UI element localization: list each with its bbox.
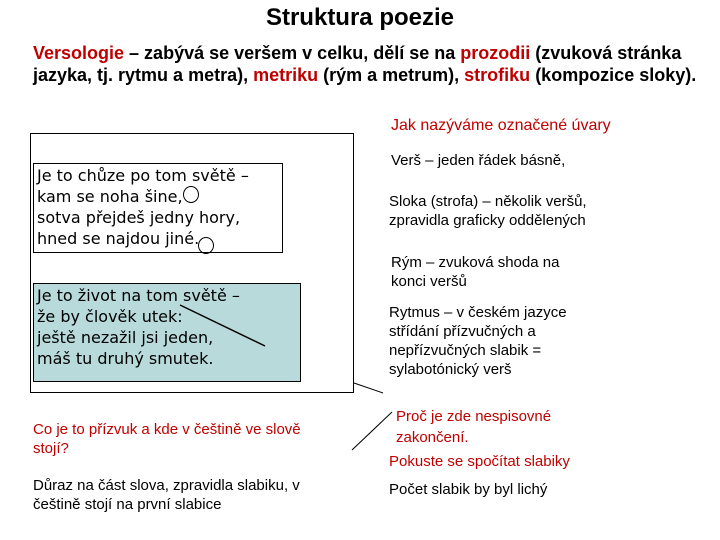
poem-line: máš tu druhý smutek. (37, 349, 214, 368)
answer-count: Počet slabik by byl lichý (389, 481, 548, 498)
definition-line: sylabotónický verš (389, 361, 512, 378)
definition-line: Rým – zvuková shoda na (391, 254, 560, 271)
task-count-syllables: Pokuste se spočítat slabiky (389, 453, 570, 470)
definition-line: zpravidla graficky oddělených (389, 212, 586, 229)
connector-line (180, 305, 265, 346)
answer-stress (33, 476, 300, 514)
question-line: Co je to přízvuk a kde v češtině ve slově (33, 421, 301, 438)
question-marked: Jak nazýváme označené úvary (391, 117, 611, 134)
intro-text-4: (kompozice sloky). (530, 65, 697, 85)
definition-vers: Verš – jeden řádek básně, (391, 152, 566, 169)
term-versologie: Versologie (33, 43, 125, 63)
poem-line: Je to život na tom světě – (37, 286, 240, 305)
definition-rytmus (389, 303, 567, 379)
term-strofika: strofiku (464, 65, 531, 85)
poem-line: Je to chůze po tom světě – (37, 166, 249, 185)
answer-line: češtině stojí na první slabice (33, 496, 222, 513)
poem-line: ještě nezažil jsi jeden, (37, 328, 214, 347)
page-title: Struktura poezie (265, 4, 455, 31)
intro-text-2: (zvuková stránka jazyka, tj. rytmu a metra), (33, 43, 682, 85)
question-line: stojí? (33, 440, 69, 457)
term-prozodie: prozodii (460, 43, 531, 63)
connector-line (352, 412, 392, 450)
question-stress (33, 420, 301, 458)
intro-text-3: (rým a metrum), (318, 65, 465, 85)
definition-line: střídání přízvučných a (389, 323, 536, 340)
answer-line: Důraz na část slova, zpravidla slabiku, v (33, 477, 300, 494)
poem-line: hned se najdou jiné. (37, 229, 200, 248)
question-line: Proč je zde nespisovné (396, 408, 552, 425)
poem-line: že by člověk utek: (37, 307, 183, 326)
definition-rym (391, 253, 559, 291)
question-line: zakončení. (396, 429, 469, 446)
intro-text-1: – zabývá se veršem v celku, dělí se na (124, 43, 461, 63)
definition-line: nepřízvučných slabik = (389, 342, 542, 359)
definition-sloka (389, 192, 587, 230)
term-metrika: metriku (253, 65, 319, 85)
definition-line: konci veršů (391, 273, 467, 290)
question-nonstandard (396, 406, 551, 448)
poem-line: sotva přejdeš jedny hory, (37, 208, 241, 227)
poem-line: kam se noha šine, (37, 187, 183, 206)
connector-line (354, 383, 383, 393)
definition-line: Rytmus – v českém jazyce (389, 304, 567, 321)
definition-line: Sloka (strofa) – několik veršů, (389, 193, 587, 210)
